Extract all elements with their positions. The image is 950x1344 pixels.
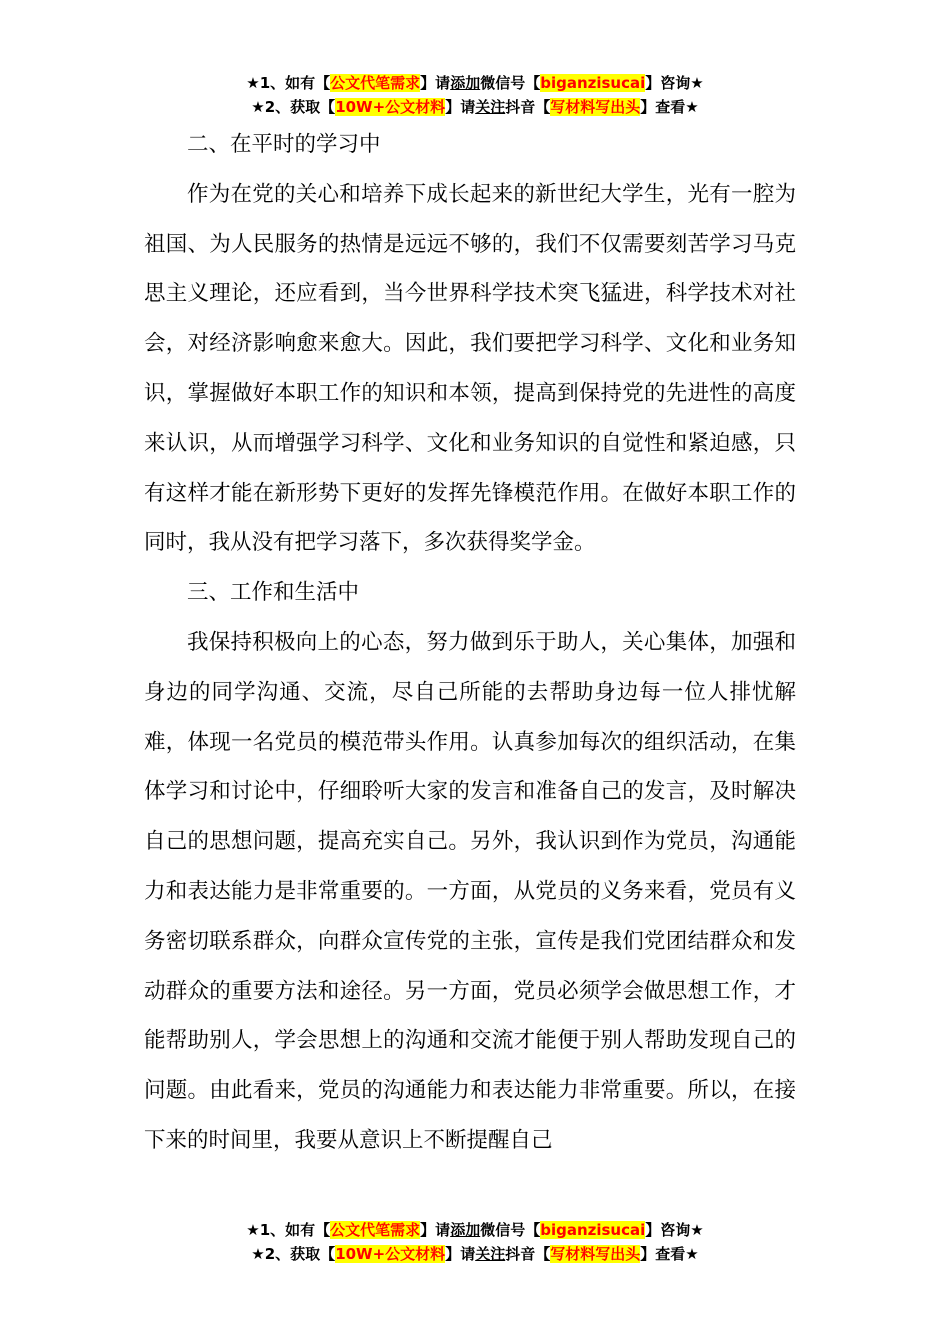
banner-line-2: ★2、获取【10W+公文材料】请关注抖音【写材料写出头】查看★ (251, 1245, 699, 1263)
banner-line-2: ★2、获取【10W+公文材料】请关注抖音【写材料写出头】查看★ (251, 98, 699, 116)
highlight-wechat-id: biganzisucai (540, 74, 646, 92)
footer-banner (0, 1218, 950, 1266)
section-heading-3: 三、工作和生活中 (187, 580, 360, 606)
paragraph-work-life: 我保持积极向上的心态，努力做到乐于助人，关心集体，加强和身边的同学沟通、交流，尽自己所能的去帮助身边每一位人排忧解难，体现一名党员的模范带头作用。认真参加每次的组织活动，在集体学习和讨论中，仔细聆听大家的发言和准备自己的发言，及时解决自己的思想问题，提高充实自己。另外，我认识到作为党员，沟通能力和表达能力是非常重要的。一方面，从党员的义务来看，党员有义务密切联系群众，向群众宣传党的主张，宣传是我们党团结群众和发动群众的重要方法和途径。另一方面，党员必须学会做思想工作，才能帮助别人，学会思想上的沟通和交流才能便于别人帮助发现自己的问题。由此看来，党员的沟通能力和表达能力非常重要。所以，在接下来的时间里，我要从意识上不断提醒自己 (144, 629, 796, 1153)
header-banner (0, 71, 950, 119)
section-heading-2: 二、在平时的学习中 (187, 132, 381, 157)
paragraph-study: 作为在党的关心和培养下成长起来的新世纪大学生，光有一腔为祖国、为人民服务的热情是远远不够的，我们不仅需要刻苦学习马克思主义理论，还应看到，当今世界科学技术突飞猛进，科学技术对社会，对经济影响愈来愈大。因此，我们要把学习科学、文化和业务知识，掌握做好本职工作的知识和本领，提高到保持党的先进性的高度来认识，从而增强学习科学、文化和业务知识的自觉性和紧迫感，只有这样才能在新形势下更好的发挥先锋模范作用。在做好本职工作的同时，我从没有把学习落下，多次获得奖学金。 (144, 181, 796, 556)
highlight-douyin-id: 写材料写出头 (550, 98, 641, 116)
highlight-materials: 10W+公文材料 (335, 1245, 446, 1263)
highlight-douyin-id: 写材料写出头 (550, 1245, 641, 1263)
highlight-service: 公文代笔需求 (330, 74, 421, 92)
highlight-wechat-id: biganzisucai (540, 1221, 646, 1239)
banner-line-1: ★1、如有【公文代笔需求】请添加微信号【biganzisucai】咨询★ (246, 1221, 704, 1239)
highlight-materials: 10W+公文材料 (335, 98, 446, 116)
banner-line-1: ★1、如有【公文代笔需求】请添加微信号【biganzisucai】咨询★ (246, 74, 704, 92)
highlight-service: 公文代笔需求 (330, 1221, 421, 1239)
document-body (144, 120, 796, 1166)
